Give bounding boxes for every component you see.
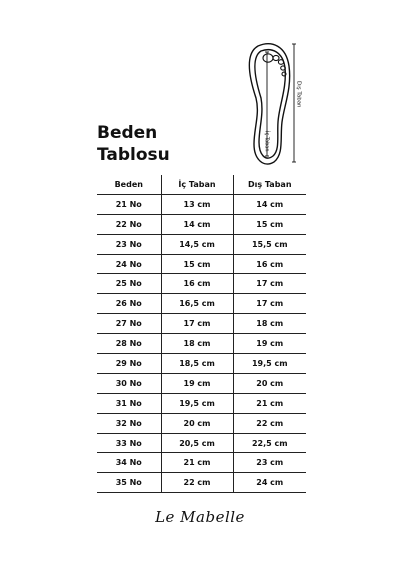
outer-length-label: Dış Taban <box>295 81 302 108</box>
brand-logo-text: Le Mabelle <box>155 508 245 526</box>
table-row <box>97 393 306 413</box>
inner-sole-cell: 19,5 cm <box>161 393 233 413</box>
size-cell: 27 No <box>97 314 161 334</box>
header-inner-sole: İç Taban <box>161 175 233 194</box>
outer-sole-cell: 15,5 cm <box>233 234 306 254</box>
outer-sole-cell: 22,5 cm <box>233 433 306 453</box>
outer-sole-cell: 20 cm <box>233 373 306 393</box>
foot-outline-diagram <box>234 36 314 168</box>
inner-sole-cell: 22 cm <box>161 473 233 493</box>
size-cell: 25 No <box>97 274 161 294</box>
outer-sole-cell: 23 cm <box>233 453 306 473</box>
inner-length-label: İç Taban <box>263 131 270 152</box>
size-cell: 33 No <box>97 433 161 453</box>
outer-sole-cell: 15 cm <box>233 214 306 234</box>
size-cell: 22 No <box>97 214 161 234</box>
size-cell: 32 No <box>97 413 161 433</box>
size-cell: 28 No <box>97 334 161 354</box>
table-row <box>97 294 306 314</box>
size-cell: 24 No <box>97 254 161 274</box>
page-title <box>97 122 170 166</box>
header-outer-sole: Dış Taban <box>233 175 306 194</box>
size-cell: 29 No <box>97 354 161 374</box>
table-row <box>97 214 306 234</box>
size-cell: 23 No <box>97 234 161 254</box>
inner-sole-cell: 14 cm <box>161 214 233 234</box>
size-cell: 31 No <box>97 393 161 413</box>
table-header-row <box>97 175 306 194</box>
outer-length-marker <box>292 44 296 162</box>
outer-sole-cell: 19 cm <box>233 334 306 354</box>
inner-sole-cell: 20,5 cm <box>161 433 233 453</box>
table-row <box>97 413 306 433</box>
inner-sole-cell: 18,5 cm <box>161 354 233 374</box>
table-row <box>97 194 306 214</box>
inner-sole-cell: 16,5 cm <box>161 294 233 314</box>
outer-sole-cell: 22 cm <box>233 413 306 433</box>
table-row <box>97 433 306 453</box>
size-cell: 34 No <box>97 453 161 473</box>
title-line-2: Tablosu <box>97 145 170 165</box>
outer-sole-cell: 14 cm <box>233 194 306 214</box>
table-row <box>97 234 306 254</box>
table-row <box>97 254 306 274</box>
size-cell: 30 No <box>97 373 161 393</box>
outer-sole-cell: 19,5 cm <box>233 354 306 374</box>
outer-sole-cell: 16 cm <box>233 254 306 274</box>
table-row <box>97 274 306 294</box>
inner-sole-cell: 16 cm <box>161 274 233 294</box>
inner-sole-cell: 19 cm <box>161 373 233 393</box>
inner-sole-cell: 21 cm <box>161 453 233 473</box>
outer-sole-cell: 17 cm <box>233 294 306 314</box>
inner-sole-cell: 18 cm <box>161 334 233 354</box>
size-cell: 35 No <box>97 473 161 493</box>
table-row <box>97 473 306 493</box>
inner-sole-cell: 20 cm <box>161 413 233 433</box>
table-row <box>97 334 306 354</box>
outer-sole-cell: 18 cm <box>233 314 306 334</box>
table-row <box>97 453 306 473</box>
outer-sole-cell: 17 cm <box>233 274 306 294</box>
title-line-1: Beden <box>97 123 158 143</box>
outer-sole-cell: 24 cm <box>233 473 306 493</box>
inner-sole-cell: 17 cm <box>161 314 233 334</box>
table-row <box>97 354 306 374</box>
toe-marks <box>263 54 286 76</box>
inner-sole-cell: 14,5 cm <box>161 234 233 254</box>
inner-sole-cell: 13 cm <box>161 194 233 214</box>
size-cell: 26 No <box>97 294 161 314</box>
outer-sole-cell: 21 cm <box>233 393 306 413</box>
table-row <box>97 373 306 393</box>
header-size: Beden <box>97 175 161 194</box>
size-chart-table <box>97 175 306 493</box>
size-cell: 21 No <box>97 194 161 214</box>
table-row <box>97 314 306 334</box>
inner-sole-cell: 15 cm <box>161 254 233 274</box>
